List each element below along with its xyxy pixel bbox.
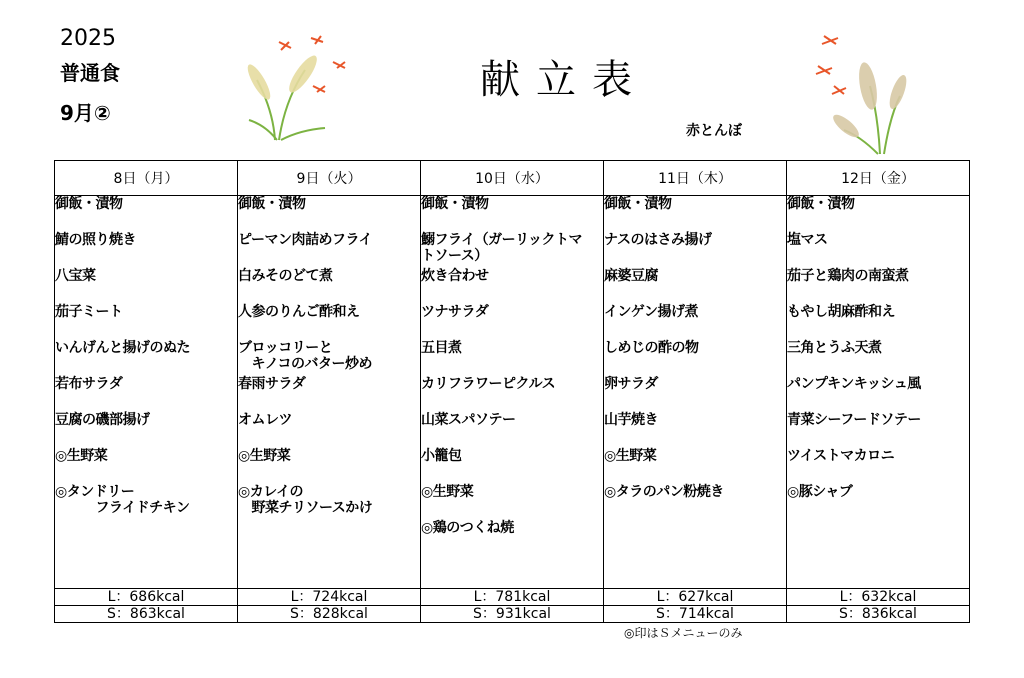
dish-item: 炊き合わせ [421,268,489,284]
kcal-l: L：724kcal [238,589,421,606]
dish-item: 小籠包 [421,448,462,464]
day-dishes [421,196,604,589]
kcal-s: S：714kcal [604,606,787,623]
dish-item: 麻婆豆腐 [604,268,658,284]
page-title: 献立表 [480,57,648,103]
dish-item: ◎鶏のつくね焼 [421,520,514,536]
day-header: 10日（水） [421,161,604,196]
kcal-l: L：781kcal [421,589,604,606]
dish-item: 鰯フライ（ガーリックトマ トソース） [421,232,583,264]
dish-item: ナスのはさみ揚げ [604,232,712,248]
dish-item: ブロッコリーと キノコのバター炒め [238,340,373,372]
dish-item: いんげんと揚げのぬた [55,340,190,356]
dish-item: 茄子と鶏肉の南蛮煮 [787,268,909,284]
dish-item: ◎生野菜 [238,448,291,464]
dish-item: ツナサラダ [421,304,489,320]
dish-item: ◎タラのパン粉焼き [604,484,724,500]
dish-item: ツイストマカロニ [787,448,895,464]
kcal-l: L：632kcal [787,589,970,606]
month-label: 9月② [60,101,111,125]
dish-item: パンプキンキッシュ風 [787,376,921,392]
dish-item: 青菜シーフードソテー [787,412,921,428]
kcal-s: S：863kcal [55,606,238,623]
kcal-s: S：931kcal [421,606,604,623]
header-block [60,26,120,126]
dish-item: もやし胡麻酢和え [787,304,895,320]
kcal-s: S：836kcal [787,606,970,623]
dish-item: 山芋焼き [604,412,658,428]
dish-item: 御飯・漬物 [55,196,123,212]
dish-item: オムレツ [238,412,292,428]
menu-table [54,160,970,623]
day-dishes [238,196,421,589]
dish-item: ◎カレイの 野菜チリソースかけ [238,484,373,516]
dish-item: インゲン揚げ煮 [604,304,698,320]
dish-item: ◎生野菜 [421,484,474,500]
day-dishes [55,196,238,589]
pampas-dragonfly-illustration-right [800,26,910,156]
dish-item: 塩マス [787,232,828,248]
dish-item: 御飯・漬物 [421,196,489,212]
dish-item: 八宝菜 [55,268,96,284]
day-header: 8日（月） [55,161,238,196]
day-header: 9日（火） [238,161,421,196]
kcal-s-row [55,606,970,623]
dish-item: 人参のりんご酢和え [238,304,360,320]
dish-item: ◎タンドリー フライドチキン [55,484,190,516]
dish-item: ◎豚シャブ [787,484,853,500]
pampas-dragonfly-illustration-left [245,30,365,145]
dish-item: 白みそのどて煮 [238,268,333,284]
illustration-caption: 赤とんぼ [686,123,742,139]
day-header: 12日（金） [787,161,970,196]
dish-item: ◎生野菜 [55,448,108,464]
day-dishes [604,196,787,589]
dish-item: しめじの酢の物 [604,340,699,356]
kcal-l: L：627kcal [604,589,787,606]
dish-item: 御飯・漬物 [787,196,855,212]
s-menu-footnote: ◎印はＳメニューのみ [624,626,743,640]
year-label: 2025 [60,26,116,51]
kcal-l-row [55,589,970,606]
dish-item: 御飯・漬物 [604,196,672,212]
dish-item: 若布サラダ [55,376,123,392]
day-dishes [787,196,970,589]
dish-item: カリフラワーピクルス [421,376,556,392]
dish-item: 山菜スパソテー [421,412,516,428]
day-header-row [55,161,970,196]
dish-item: 鯖の照り焼き [55,232,136,248]
menu-type-label: 普通食 [60,61,120,85]
kcal-l: L：686kcal [55,589,238,606]
dish-item: 御飯・漬物 [238,196,306,212]
day-header: 11日（木） [604,161,787,196]
dish-item: 春雨サラダ [238,376,306,392]
dish-item: 五目煮 [421,340,462,356]
dish-item: 三角とうふ天煮 [787,340,882,356]
dish-item: 茄子ミート [55,304,123,320]
dish-item: 豆腐の磯部揚げ [55,412,150,428]
dishes-row [55,196,970,589]
dish-item: ピーマン肉詰めフライ [238,232,373,248]
kcal-s: S：828kcal [238,606,421,623]
dish-item: 卵サラダ [604,376,658,392]
dish-item: ◎生野菜 [604,448,657,464]
